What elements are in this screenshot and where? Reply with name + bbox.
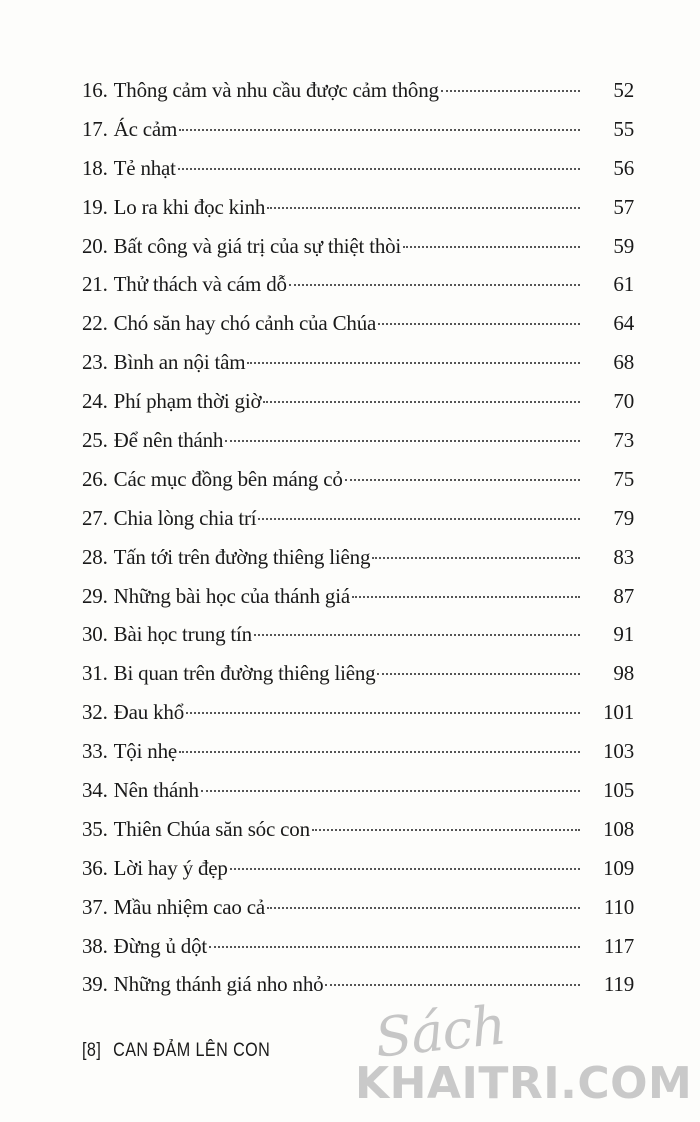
toc-entry — [82, 661, 634, 700]
entry-number: 31. — [82, 661, 108, 686]
toc-entry — [82, 195, 634, 234]
entry-title: Lời hay ý đẹp — [113, 855, 228, 880]
entry-number: 17. — [82, 116, 108, 141]
entry-title: Phí phạm thời giờ — [113, 389, 262, 414]
dot-leader — [352, 596, 580, 598]
dot-leader — [209, 946, 580, 948]
entry-page-number: 73 — [613, 428, 634, 453]
entry-page-number: 52 — [613, 78, 634, 102]
dot-leader — [312, 829, 580, 831]
entry-page-number: 59 — [613, 233, 634, 258]
toc-entry — [82, 272, 634, 311]
dot-leader — [267, 907, 580, 909]
page-footer — [82, 1040, 270, 1062]
table-of-contents — [82, 78, 634, 1011]
toc-entry — [82, 545, 634, 584]
entry-number: 32. — [82, 700, 108, 725]
dot-leader — [258, 518, 580, 520]
entry-page-number: 64 — [613, 311, 634, 336]
dot-leader — [186, 712, 580, 714]
entry-number: 33. — [82, 739, 108, 764]
watermark-brand-text: KHAITRI.COM — [355, 1058, 693, 1109]
entry-number: 21. — [82, 272, 108, 297]
entry-page-number: 103 — [603, 739, 634, 764]
entry-title: Ác cảm — [113, 116, 178, 141]
dot-leader — [178, 168, 580, 170]
entry-title: Thông cảm và nhu cầu được cảm thông — [113, 78, 439, 102]
entry-number: 23. — [82, 350, 108, 375]
entry-number: 20. — [82, 233, 108, 258]
toc-entry — [82, 156, 634, 195]
entry-page-number: 108 — [603, 816, 634, 841]
entry-number: 24. — [82, 389, 108, 414]
entry-number: 18. — [82, 155, 108, 180]
toc-entry — [82, 467, 634, 506]
entry-number: 34. — [82, 778, 108, 803]
dot-leader — [345, 479, 580, 481]
entry-title: Mầu nhiệm cao cả — [113, 894, 265, 919]
entry-title: Để nên thánh — [113, 428, 224, 453]
toc-entry — [82, 117, 634, 156]
entry-page-number: 91 — [613, 622, 634, 647]
watermark-script-text: Sách — [372, 993, 509, 1070]
toc-entry — [82, 622, 634, 661]
dot-leader — [263, 401, 580, 403]
dot-leader — [441, 90, 580, 92]
entry-title: Các mục đồng bên máng cỏ — [113, 466, 343, 491]
entry-page-number: 61 — [613, 272, 634, 297]
dot-leader — [377, 673, 580, 675]
entry-number: 19. — [82, 194, 108, 219]
entry-number: 16. — [82, 78, 108, 102]
entry-page-number: 109 — [603, 855, 634, 880]
entry-title: Tẻ nhạt — [113, 155, 176, 180]
entry-number: 35. — [82, 816, 108, 841]
entry-title: Bài học trung tín — [113, 622, 252, 647]
entry-page-number: 57 — [613, 194, 634, 219]
entry-number: 25. — [82, 428, 108, 453]
toc-entry — [82, 311, 634, 350]
dot-leader — [179, 129, 580, 131]
toc-entry — [82, 584, 634, 623]
dot-leader — [378, 323, 580, 325]
entry-title: Đừng ủ dột — [113, 933, 208, 958]
entry-page-number: 101 — [603, 700, 634, 725]
dot-leader — [179, 751, 580, 753]
toc-entry — [82, 350, 634, 389]
entry-title: Đau khổ — [113, 700, 184, 725]
entry-page-number: 79 — [613, 505, 634, 530]
dot-leader — [230, 868, 580, 870]
entry-number: 30. — [82, 622, 108, 647]
entry-title: Bình an nội tâm — [113, 350, 246, 375]
entry-page-number: 117 — [603, 933, 634, 958]
toc-entry — [82, 506, 634, 545]
entry-title: Thiên Chúa săn sóc con — [113, 816, 310, 841]
entry-title: Những bài học của thánh giá — [113, 583, 350, 608]
toc-entry — [82, 856, 634, 895]
entry-page-number: 55 — [613, 116, 634, 141]
toc-entry — [82, 389, 634, 428]
entry-title: Nên thánh — [113, 778, 199, 803]
footer-page-number: [8] — [82, 1040, 102, 1061]
toc-entry — [82, 895, 634, 934]
entry-number: 29. — [82, 583, 108, 608]
entry-title: Tội nhẹ — [113, 739, 177, 764]
entry-number: 27. — [82, 505, 108, 530]
toc-entry — [82, 934, 634, 973]
entry-title: Chó săn hay chó cảnh của Chúa — [113, 311, 377, 336]
dot-leader — [372, 557, 580, 559]
dot-leader — [225, 440, 580, 442]
entry-page-number: 87 — [613, 583, 634, 608]
entry-page-number: 56 — [613, 155, 634, 180]
footer-book-title: CAN ĐẢM LÊN CON — [113, 1040, 271, 1061]
dot-leader — [403, 246, 580, 248]
entry-title: Bi quan trên đường thiêng liêng — [113, 661, 376, 686]
entry-number: 37. — [82, 894, 108, 919]
toc-entry — [82, 234, 634, 273]
watermark-logo — [355, 993, 693, 1115]
entry-page-number: 83 — [613, 544, 634, 569]
toc-entry — [82, 739, 634, 778]
entry-number: 39. — [82, 972, 108, 997]
dot-leader — [267, 207, 580, 209]
dot-leader — [289, 284, 580, 286]
toc-entry — [82, 78, 634, 117]
entry-number: 22. — [82, 311, 108, 336]
dot-leader — [325, 984, 580, 986]
entry-page-number: 98 — [613, 661, 634, 686]
entry-title: Lo ra khi đọc kinh — [113, 194, 266, 219]
entry-number: 26. — [82, 466, 108, 491]
entry-page-number: 70 — [613, 389, 634, 414]
dot-leader — [247, 362, 580, 364]
entry-page-number: 110 — [603, 894, 634, 919]
entry-number: 28. — [82, 544, 108, 569]
entry-number: 38. — [82, 933, 108, 958]
toc-entry — [82, 817, 634, 856]
entry-number: 36. — [82, 855, 108, 880]
toc-entry — [82, 778, 634, 817]
entry-page-number: 119 — [603, 972, 634, 997]
entry-title: Bất công và giá trị của sự thiệt thòi — [113, 233, 402, 258]
toc-entry — [82, 428, 634, 467]
dot-leader — [201, 790, 580, 792]
dot-leader — [254, 634, 580, 636]
toc-entry — [82, 700, 634, 739]
entry-title: Thử thách và cám dỗ — [113, 272, 287, 297]
entry-page-number: 105 — [603, 778, 634, 803]
entry-page-number: 68 — [613, 350, 634, 375]
entry-title: Chia lòng chia trí — [113, 505, 257, 530]
entry-page-number: 75 — [613, 466, 634, 491]
entry-title: Tấn tới trên đường thiêng liêng — [113, 544, 371, 569]
entry-title: Những thánh giá nho nhỏ — [113, 972, 324, 997]
